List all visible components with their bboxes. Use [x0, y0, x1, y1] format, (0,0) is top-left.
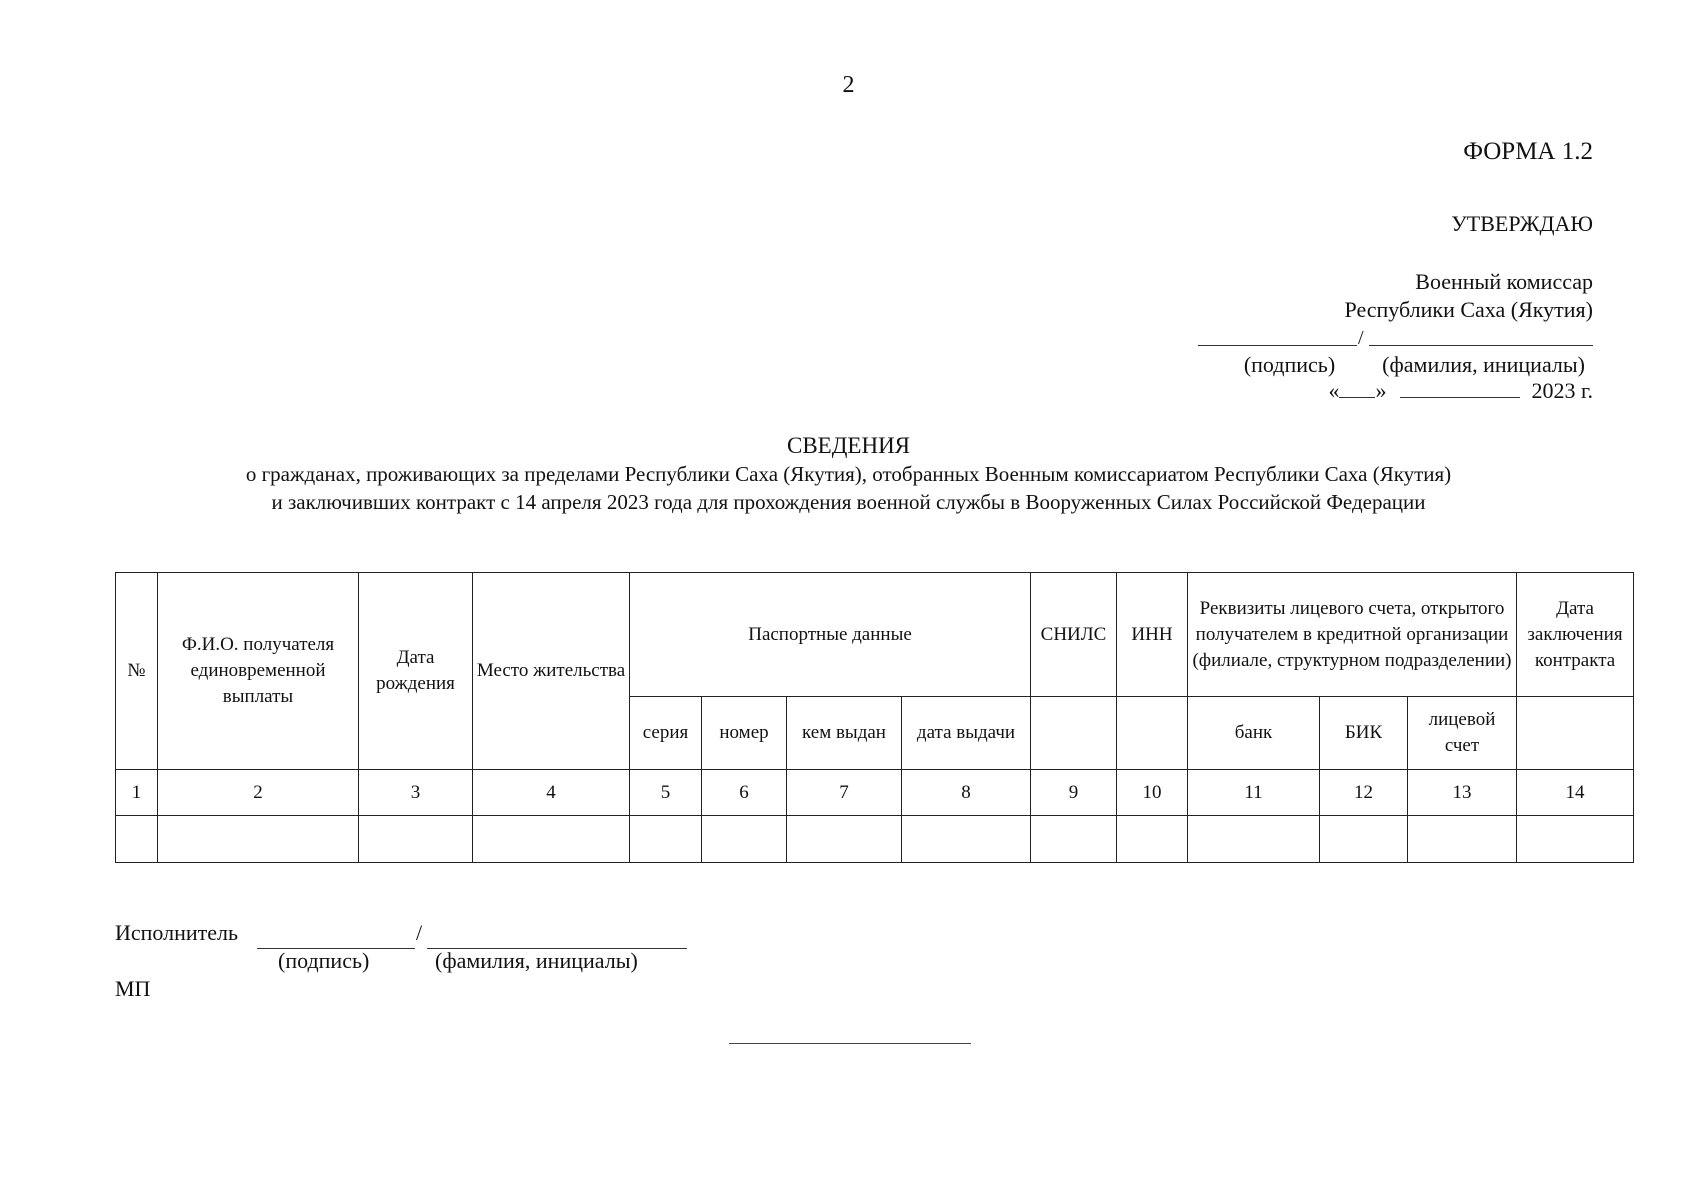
column-number: 8 [902, 770, 1031, 816]
subheader-issue-date: дата выдачи [902, 697, 1031, 770]
empty-cell [1320, 816, 1408, 863]
column-number: 3 [359, 770, 473, 816]
official-organization: Республики Саха (Якутия) [1344, 297, 1593, 322]
date-year: 2023 г. [1531, 378, 1593, 403]
empty-cell [630, 816, 702, 863]
column-number: 14 [1517, 770, 1634, 816]
signature-blank [1198, 345, 1357, 346]
empty-cell [158, 816, 359, 863]
header-num: № [116, 573, 158, 770]
empty-cell [116, 816, 158, 863]
subheader-number: номер [702, 697, 787, 770]
name-blank [1369, 345, 1593, 346]
date-open-quote: « [1328, 378, 1340, 403]
header-contract-date: Дата заключения контракта [1517, 573, 1634, 697]
end-separator-line [729, 1043, 971, 1044]
column-number: 1 [116, 770, 158, 816]
executor-block [115, 920, 815, 980]
subheader-personal-account: лицевой счет [1408, 697, 1517, 770]
empty-data-row [116, 816, 1634, 863]
column-number: 11 [1188, 770, 1320, 816]
header-passport: Паспортные данные [630, 573, 1031, 697]
approval-signature-captions [1244, 352, 1585, 378]
document-subtitle-line2: и заключивших контракт с 14 апреля 2023 года для прохождения военной службы в Вооруженных Силах Российской Федерации [271, 490, 1426, 514]
executor-slash: / [416, 920, 423, 945]
signature-slash: / [1358, 327, 1364, 349]
subheader-contract-empty [1517, 697, 1634, 770]
header-account-details: Реквизиты лицевого счета, открытого получателем в кредитной организации (филиале, структурном подразделении) [1188, 573, 1517, 697]
page-number: 2 [842, 72, 855, 98]
header-inn: ИНН [1117, 573, 1188, 697]
empty-cell [1517, 816, 1634, 863]
empty-cell [1031, 816, 1117, 863]
column-number: 13 [1408, 770, 1517, 816]
subheader-series: серия [630, 697, 702, 770]
day-blank [1339, 396, 1375, 398]
official-title: Военный комиссар [1415, 269, 1593, 294]
empty-cell [1188, 816, 1320, 863]
column-number: 6 [702, 770, 787, 816]
subheader-bank: банк [1188, 697, 1320, 770]
document-subtitle-line1: о гражданах, проживающих за пределами Республики Саха (Якутия), отобранных Военным комиссариатом Республики Саха (Якутия) [245, 462, 1452, 486]
subheader-inn-empty [1117, 697, 1188, 770]
column-number: 5 [630, 770, 702, 816]
subheader-snils-empty [1031, 697, 1117, 770]
empty-cell [359, 816, 473, 863]
approving-official [1345, 268, 1594, 324]
subheader-bik: БИК [1320, 697, 1408, 770]
subheader-issued-by: кем выдан [787, 697, 902, 770]
month-blank [1400, 396, 1520, 398]
header-residence: Место жительства [473, 573, 630, 770]
executor-signature-caption: (подпись) [278, 948, 370, 973]
empty-cell [902, 816, 1031, 863]
date-close-quote: » [1375, 378, 1387, 403]
document-heading: СВЕДЕНИЯ [786, 433, 911, 458]
empty-cell [787, 816, 902, 863]
approval-date [1328, 378, 1593, 404]
recipients-table [115, 572, 1634, 863]
stamp-label: МП [115, 976, 151, 1001]
executor-name-caption: (фамилия, инициалы) [435, 948, 638, 973]
approval-signature-line [1198, 322, 1593, 349]
column-number: 4 [473, 770, 630, 816]
empty-cell [702, 816, 787, 863]
column-number: 2 [158, 770, 359, 816]
column-number-row [116, 770, 1634, 816]
executor-label: Исполнитель [115, 920, 239, 945]
column-number: 12 [1320, 770, 1408, 816]
header-birth-date: Дата рождения [359, 573, 473, 770]
approval-label: УТВЕРЖДАЮ [1451, 211, 1593, 236]
form-code: ФОРМА 1.2 [1463, 138, 1593, 165]
column-number: 10 [1117, 770, 1188, 816]
column-number: 7 [787, 770, 902, 816]
header-snils: СНИЛС [1031, 573, 1117, 697]
header-row [116, 573, 1634, 697]
empty-cell [1117, 816, 1188, 863]
column-number: 9 [1031, 770, 1117, 816]
empty-cell [473, 816, 630, 863]
empty-cell [1408, 816, 1517, 863]
signature-caption: (подпись) [1243, 352, 1336, 377]
header-fio: Ф.И.О. получателя единовременной выплаты [158, 573, 359, 770]
name-caption: (фамилия, инициалы) [1382, 352, 1585, 377]
